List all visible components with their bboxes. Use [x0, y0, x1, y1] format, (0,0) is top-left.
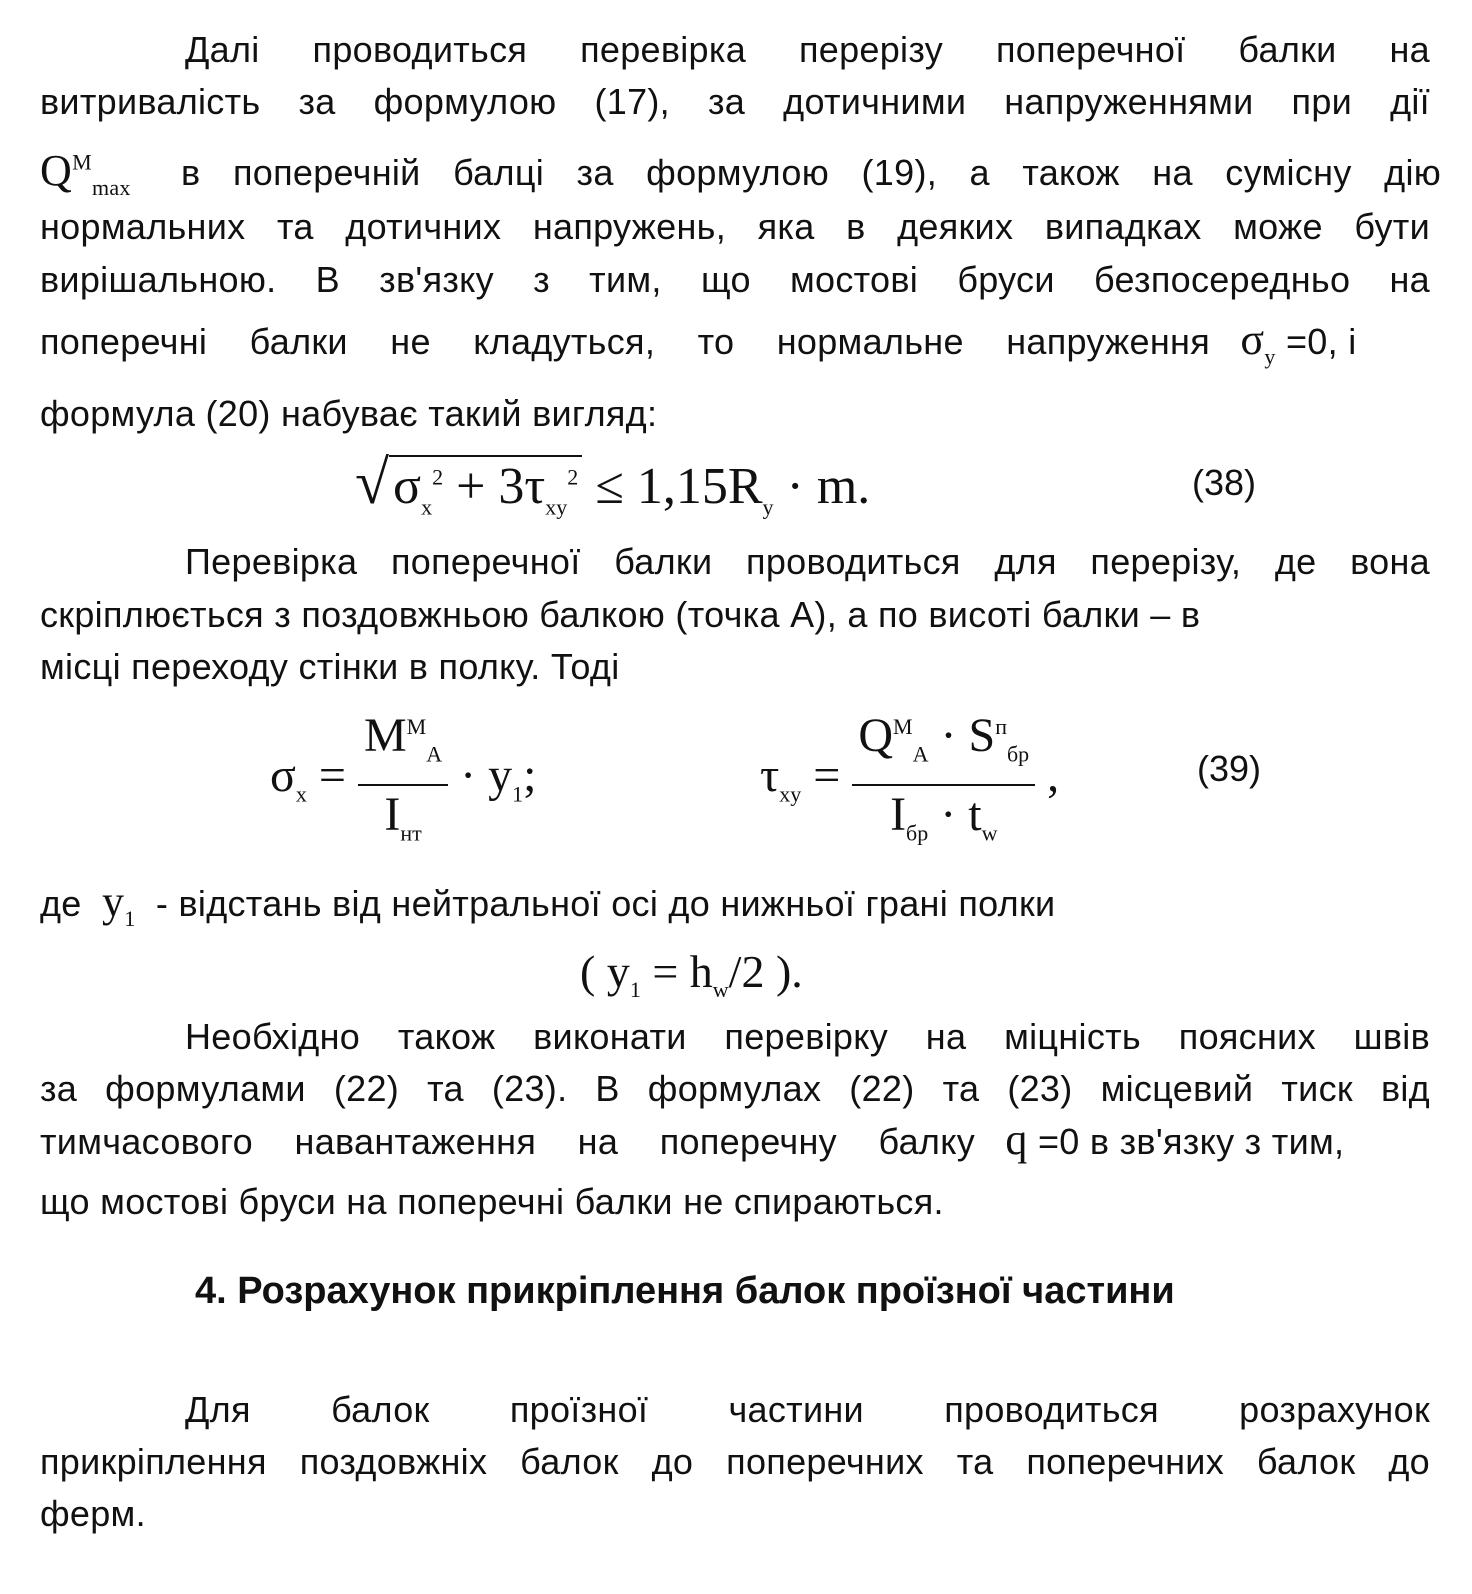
q-symbol: q — [1005, 1115, 1028, 1164]
y1-formula: ( $y_1 = h_w/2$ ). — [580, 946, 803, 1003]
para4-line4: що мостові бруси на поперечні балки не спираються. — [40, 1181, 944, 1222]
q-max-symbol: $Q^M_{max}$ — [40, 145, 131, 200]
para4-line2: за формулами (22) та (23). В формулах (22) та (23) місцевий тиск від — [40, 1068, 1430, 1109]
equation-39-sigma: $\sigma_x$ = $\frac{M^M_A}{I_{нт}}$ · $y_1$; — [270, 698, 536, 862]
para1-line5: вирішальною. В зв'язку з тим, що мостові бруси безпосередньо на — [40, 259, 1430, 300]
equation-number-38: (38) — [1192, 462, 1257, 503]
para5-line3: ферм. — [40, 1493, 146, 1534]
para1-line3-text: в поперечній балці за формулою (19), а також на сумісну дію — [181, 151, 1442, 193]
sigma-y-symbol: $\sigma_y$ — [1240, 315, 1276, 369]
sigma-y-value: =0, і — [1285, 321, 1357, 362]
para5-line1: Для балок проїзної частини проводиться розрахунок — [185, 1389, 1430, 1430]
para1-line7: формула (20) набуває такий вигляд: — [40, 393, 658, 434]
para2-line1: Перевірка поперечної балки проводиться для перерізу, де вона — [185, 541, 1430, 582]
para2-line3: місці переходу стінки в полку. Тоді — [40, 646, 620, 687]
equation-number-39: (39) — [1197, 748, 1262, 789]
para1-line6 — [40, 315, 1430, 379]
para1-line2: витривалість за формулою (17), за дотичними напруженнями при дії — [40, 81, 1430, 122]
para1-line4: нормальних та дотичних напружень, яка в деяких випадках може бути — [40, 206, 1430, 247]
y1-symbol: $y_1$ — [101, 877, 136, 931]
section-heading: 4. Розрахунок прикріплення балок проїзної частини — [195, 1270, 1175, 1312]
para4-line1: Необхідно також виконати перевірку на міцність поясних швів — [185, 1016, 1430, 1057]
para4-line3: тимчасового навантаження на поперечну балку q =0 в зв'язку з тим, — [40, 1115, 1345, 1164]
equation-38: $√\sigma_x^2 + 3\tau_{xy}^2 \le 1,15R_y \cdot m$. — [355, 449, 871, 520]
para1-line6-text: поперечні балки не кладуться, то нормальне напруження — [40, 321, 1210, 362]
para3-line1: де $y_1$ - відстань від нейтральної осі до нижньої грані полки — [40, 877, 1056, 931]
para1-line1: Далі проводиться перевірка перерізу поперечної балки на — [185, 29, 1430, 70]
para5-line2: прикріплення поздовжніх балок до поперечних та поперечних балок до — [40, 1441, 1430, 1482]
tau-fraction: $\frac{Q^M_A \cdot S^п_{бр}}{I_{бр} \cdot t_w}$ — [852, 698, 1035, 862]
equation-39-tau: $\tau_{xy}$ = $\frac{Q^M_A \cdot S^п_{бр}}{I_{бр} \cdot t_w}$ , — [760, 698, 1059, 862]
sigma-fraction: $\frac{M^M_A}{I_{нт}}$ — [358, 698, 448, 862]
para1-line3 — [40, 140, 1442, 209]
para2-line2: скріплюється з поздовжньою балкою (точка А), а по висоті балки – в — [40, 594, 1201, 635]
